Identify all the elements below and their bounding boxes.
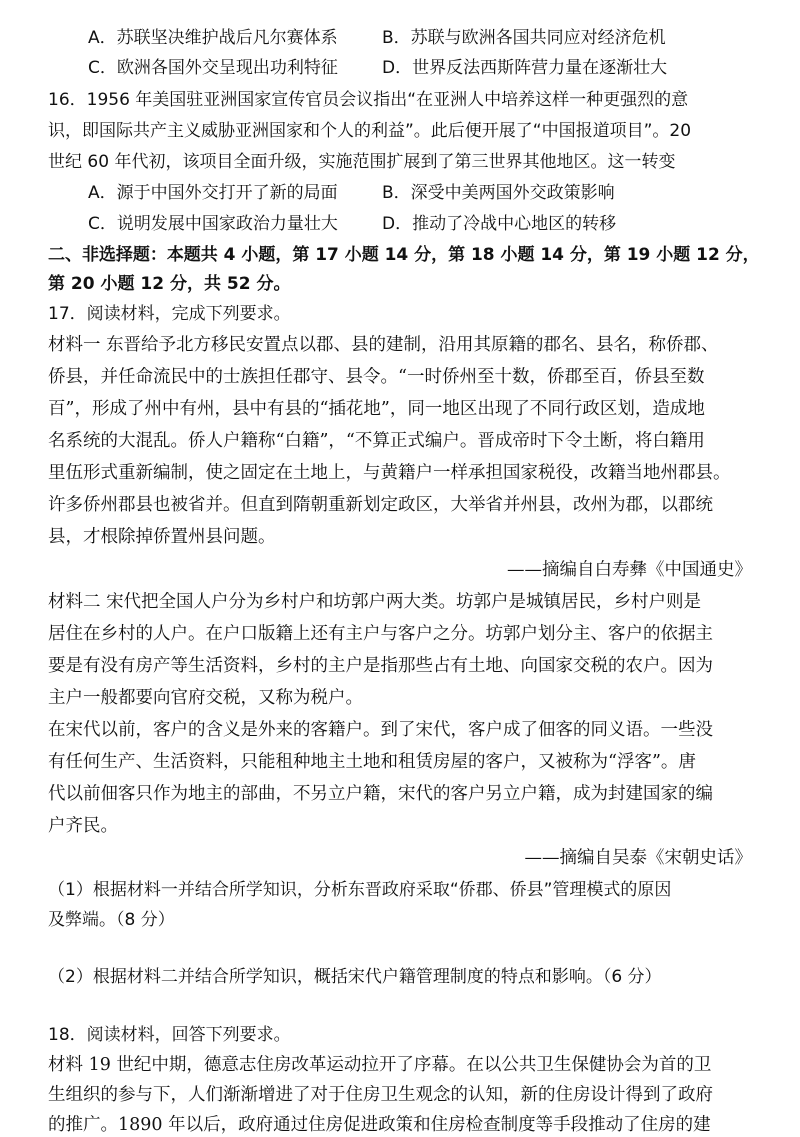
q18-material-line: 材料 19 世纪中期，德意志住房改革运动拉开了序幕。在以公共卫生保健协会为首的卫 — [48, 1055, 712, 1075]
q17-material1-source: ——摘编自白寿彝《中国通史》 — [507, 560, 752, 580]
q16-option-d: D．推动了冷战中心地区的转移 — [382, 214, 617, 234]
q16-line: 识，即国际共产主义威胁亚洲国家和个人的利益”。此后便开展了“中国报道项目”。20 — [48, 121, 692, 141]
q17-material2-line: 在宋代以前，客户的含义是外来的客籍户。到了宋代，客户成了佃客的同义语。一些没 — [48, 720, 713, 740]
q15-option-d: D．世界反法西斯阵营力量在逐渐壮大 — [382, 58, 668, 78]
q17-material1-line: 里伍形式重新编制，使之固定在土地上，与黄籍户一样承担国家税役，改籍当地州郡县。 — [48, 463, 731, 483]
q17-material2-source: ——摘编自吴泰《宋朝史话》 — [524, 848, 752, 868]
q17-question-1: （1）根据材料一并结合所学知识，分析东晋政府采取“侨郡、侨县”管理模式的原因 — [48, 880, 672, 900]
q17-material2-line: 有任何生产、生活资料，只能租种地主土地和租赁房屋的客户，又被称为“浮客”。唐 — [48, 752, 696, 772]
q17-material2-line: 代以前佃客只作为地主的部曲，不另立户籍，宋代的客户另立户籍，成为封建国家的编 — [48, 784, 713, 804]
q17-material1-line: 县，才根除掉侨置州县问题。 — [48, 527, 276, 547]
q17-material2-line: 户齐民。 — [48, 816, 118, 836]
q17-material1-line: 材料一 东晋给予北方移民安置点以郡、县的建制，沿用其原籍的郡名、县名，称侨郡、 — [48, 335, 719, 355]
q18-heading: 18．阅读材料，回答下列要求。 — [48, 1025, 291, 1045]
q18-material-line: 生组织的参与下，人们渐渐增进了对于住房卫生观念的认知，新的住房设计得到了政府 — [48, 1085, 713, 1105]
q15-option-a: A．苏联坚决维护战后凡尔赛体系 — [88, 28, 338, 48]
q16-line: 世纪 60 年代初，该项目全面升级，实施范围扩展到了第三世界其他地区。这一转变 — [48, 152, 676, 172]
q17-question-2: （2）根据材料二并结合所学知识，概括宋代户籍管理制度的特点和影响。（6 分） — [48, 967, 662, 987]
q17-material1-line: 许多侨州郡县也被省并。但直到隋朝重新划定政区，大举省并州县，改州为郡，以郡统 — [48, 495, 713, 515]
q17-material1-line: 侨县，并任命流民中的士族担任郡守、县令。“一时侨州至十数，侨郡至百，侨县至数 — [48, 367, 705, 387]
section-heading: 第 20 小题 12 分，共 52 分。 — [48, 274, 291, 294]
q17-material2-line: 要是有没有房产等生活资料，乡村的主户是指那些占有土地、向国家交税的农户。因为 — [48, 656, 713, 676]
q17-material2-line: 材料二 宋代把全国人户分为乡村户和坊郭户两大类。坊郭户是城镇居民，乡村户则是 — [48, 592, 702, 612]
section-heading: 二、非选择题：本题共 4 小题，第 17 小题 14 分，第 18 小题 14 分，第 19 小题 12 分， — [48, 245, 760, 265]
q17-material1-line: 百”，形成了州中有州，县中有县的“插花地”，同一地区出现了不同行政区划，造成地 — [48, 399, 705, 419]
q16-option-b: B．深受中美两国外交政策影响 — [382, 183, 615, 203]
q17-question-1: 及弊端。（8 分） — [48, 910, 175, 930]
q16-line: 16．1956 年美国驻亚洲国家宣传官员会议指出“在亚洲人中培养这样一种更强烈的意 — [48, 90, 689, 110]
q18-material-line: 的推广。1890 年以后，政府通过住房促进政策和住房检查制度等手段推动了住房的建 — [48, 1115, 711, 1135]
q15-option-c: C．欧洲各国外交呈现出功利特征 — [88, 58, 338, 78]
q17-material2-line: 主户一般都要向官府交税，又称为税户。 — [48, 688, 363, 708]
q17-material1-line: 名系统的大混乱。侨人户籍称“白籍”，“不算正式编户。晋成帝时下令土断，将白籍用 — [48, 431, 705, 451]
q17-heading: 17．阅读材料，完成下列要求。 — [48, 304, 291, 324]
q15-option-b: B．苏联与欧洲各国共同应对经济危机 — [382, 28, 666, 48]
q16-option-c: C．说明发展中国家政治力量壮大 — [88, 214, 338, 234]
q17-material2-line: 居住在乡村的人户。在户口版籍上还有主户与客户之分。坊郭户划分主、客户的依据主 — [48, 624, 713, 644]
q16-option-a: A．源于中国外交打开了新的局面 — [88, 183, 338, 203]
